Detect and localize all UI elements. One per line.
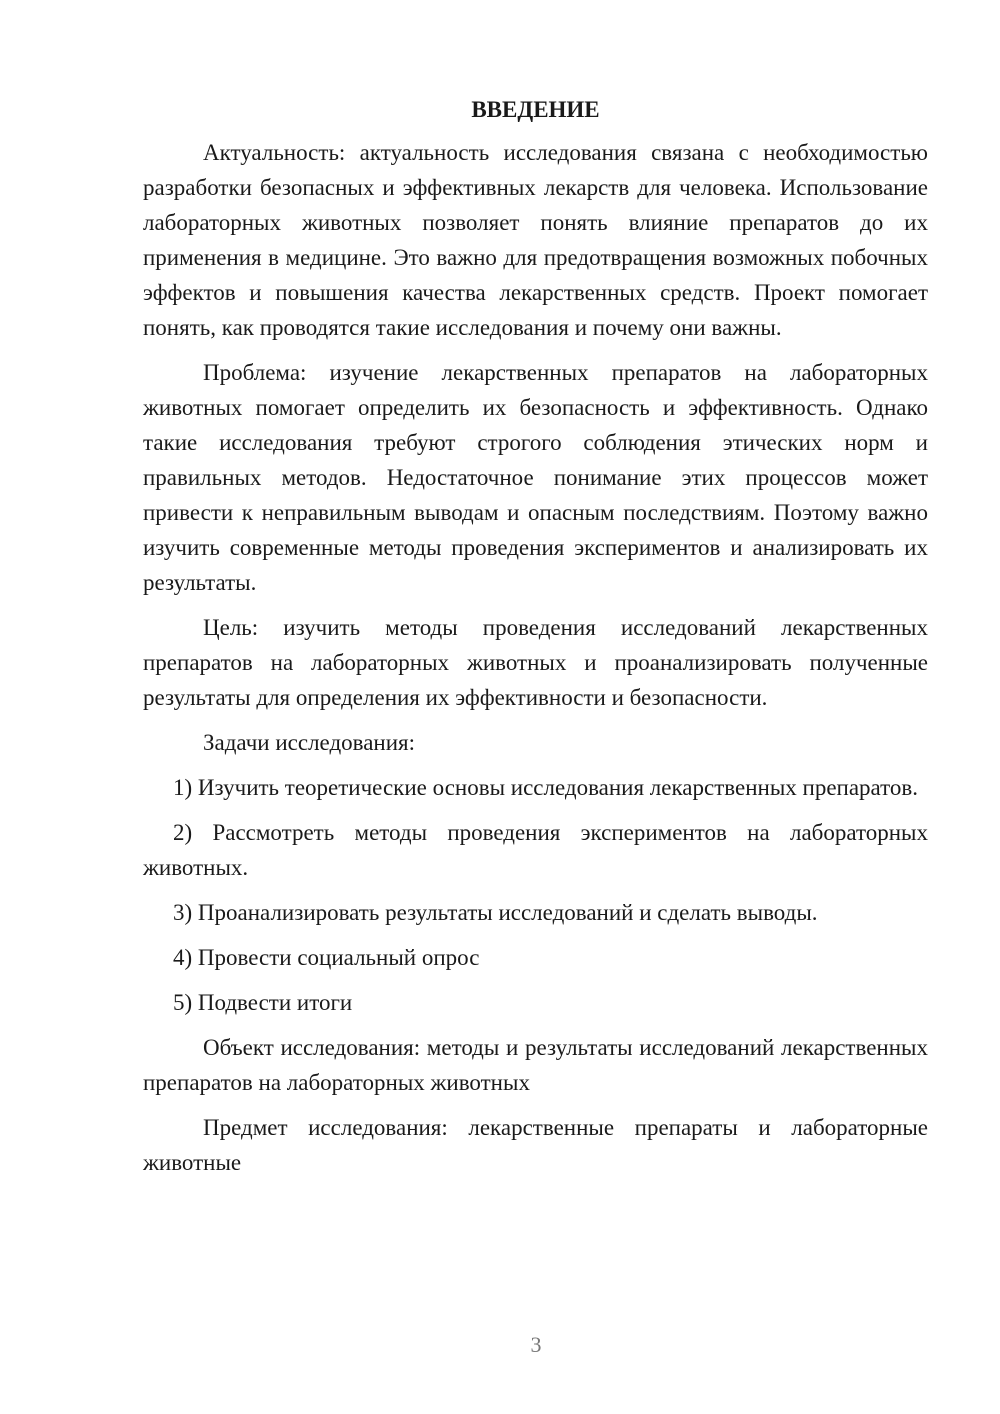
problem-paragraph: Проблема: изучение лекарственных препаратов на лабораторных животных помогает определить их безопасность и эффективность. Однако такие исследования требуют строгого соблюдения этических норм и правильных методов. Недостаточное понимание этих процессов может привести к неправильным выводам и опасным последствиям. Поэтому важно изучить современные методы проведения экспериментов и анализировать их результаты.	[143, 360, 928, 595]
page-content	[143, 92, 928, 1190]
goal-paragraph: Цель: изучить методы проведения исследований лекарственных препаратов на лабораторных животных и проанализировать полученные результаты для определения их эффективности и безопасности.	[143, 615, 928, 710]
task-item: 4) Провести социальный опрос	[173, 945, 480, 970]
page-number: 3	[530, 1332, 542, 1357]
subject-paragraph: Предмет исследования: лекарственные препараты и лабораторные животные	[143, 1115, 928, 1175]
relevance-paragraph: Актуальность: актуальность исследования связана с необходимостью разработки безопасных и эффективных лекарств для человека. Использование лабораторных животных позволяет понять влияние препаратов до их применения в медицине. Это важно для предотвращения возможных побочных эффектов и повышения качества лекарственных средств. Проект помогает понять, как проводятся такие исследования и почему они важны.	[143, 140, 928, 340]
tasks-heading: Задачи исследования:	[203, 730, 416, 755]
task-item: 2) Рассмотреть методы проведения экспериментов на лабораторных животных.	[143, 820, 928, 880]
task-item: 3) Проанализировать результаты исследований и сделать выводы.	[173, 900, 818, 925]
page-title: ВВЕДЕНИЕ	[471, 97, 600, 122]
object-paragraph: Объект исследования: методы и результаты исследований лекарственных препаратов на лабораторных животных	[143, 1035, 928, 1095]
task-item: 5) Подвести итоги	[173, 990, 353, 1015]
task-item: 1) Изучить теоретические основы исследования лекарственных препаратов.	[173, 775, 919, 800]
